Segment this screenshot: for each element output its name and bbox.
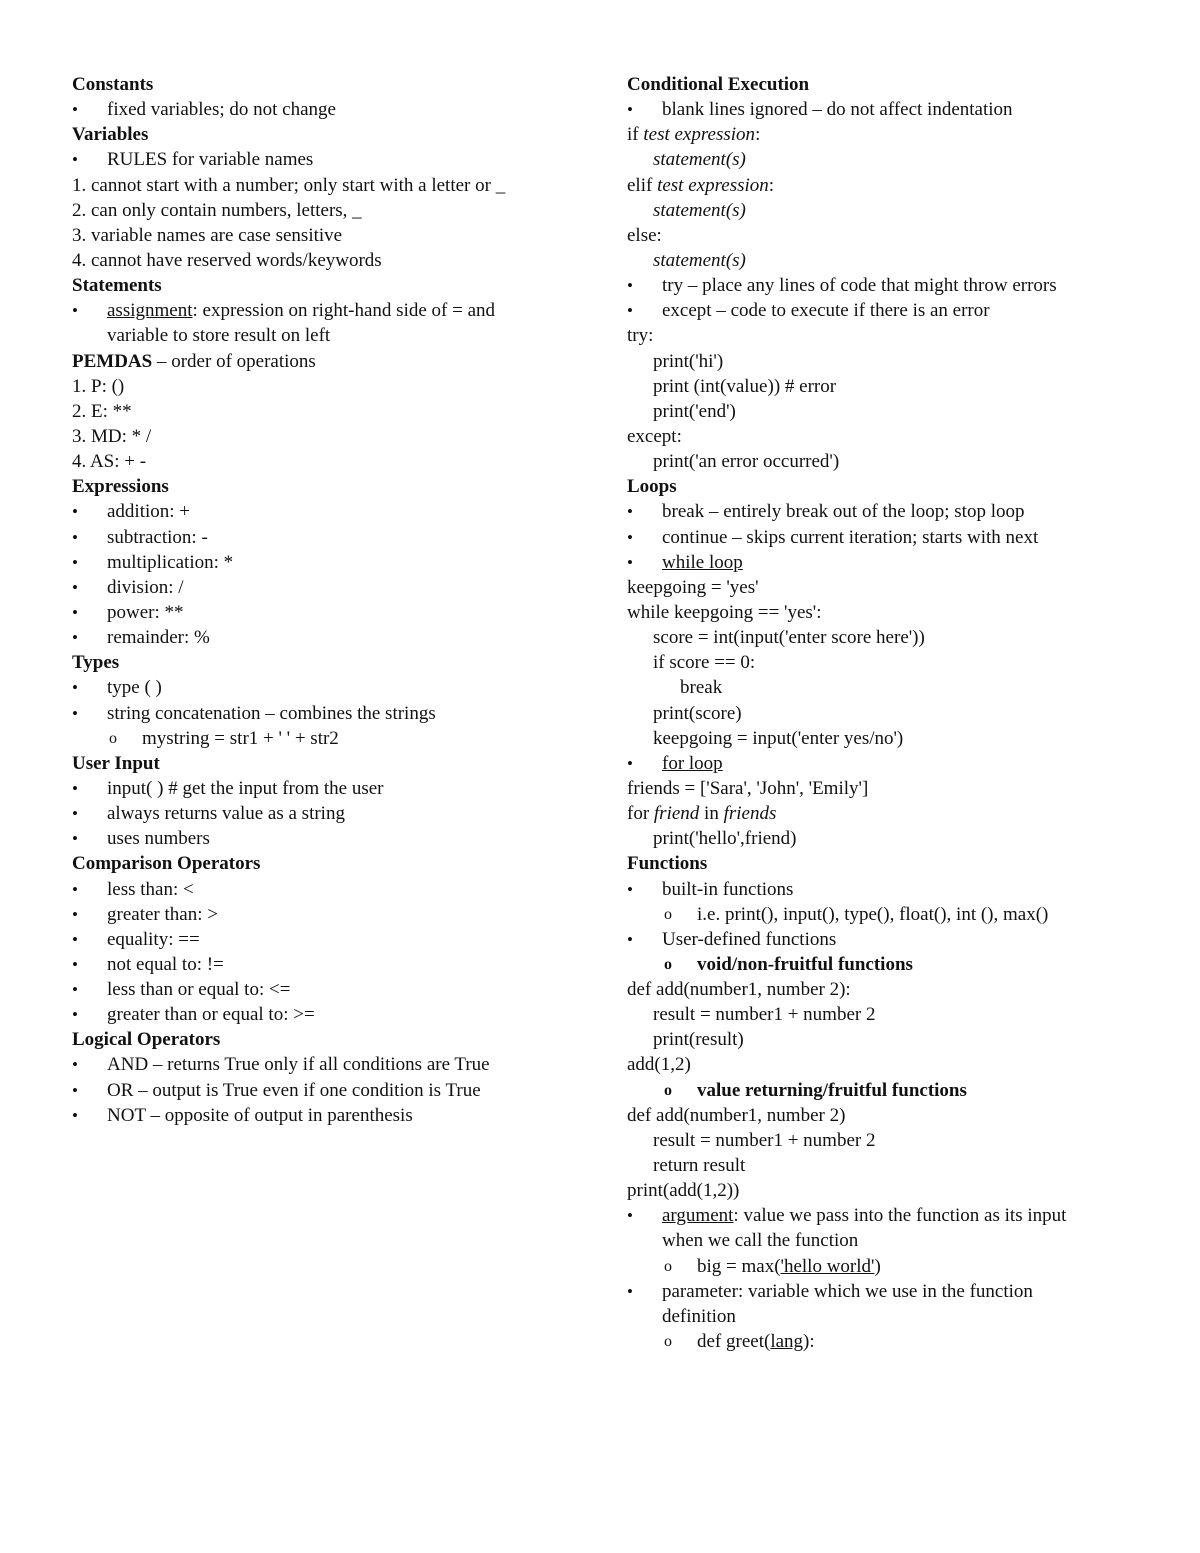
left-column: [72, 72, 562, 1128]
code-line: [627, 801, 1137, 826]
term-argument: argument: [662, 1205, 734, 1227]
code-line: if score == 0:: [653, 652, 756, 674]
heading-pemdas: PEMDAS: [72, 350, 153, 372]
bullet-item: • OR – output is True even if one condition is True: [72, 1078, 562, 1103]
bullet-item: • AND – returns True only if all conditions are True: [72, 1052, 562, 1077]
code-text: ): [874, 1255, 881, 1277]
heading-expressions: Expressions: [72, 476, 169, 498]
bullet-item: • parameter: variable which we use in the function: [627, 1279, 1137, 1304]
code-placeholder: test expression: [643, 124, 756, 146]
rule-item: 1. cannot start with a number; only start with a letter or _: [72, 174, 506, 196]
code-line: statement(s): [653, 199, 746, 221]
bullet-item: • type ( ): [72, 675, 562, 700]
code-line: break: [680, 677, 723, 699]
bullet-item: • string concatenation – combines the strings: [72, 701, 562, 726]
code-line: score = int(input('enter score here')): [653, 627, 925, 649]
code-placeholder: friends: [723, 803, 777, 825]
code-keyword: for: [627, 803, 654, 825]
sub-bullet-item: o value returning/fruitful functions: [627, 1078, 1137, 1103]
heading-comparison-operators: Comparison Operators: [72, 853, 261, 875]
bullet-item: • blank lines ignored – do not affect indentation: [627, 97, 1137, 122]
bullet-item: [627, 1203, 1137, 1228]
pemdas-item: 4. AS: + -: [72, 451, 147, 473]
bullet-item: • division: /: [72, 575, 562, 600]
code-keyword: if: [627, 124, 644, 146]
heading-statements: Statements: [72, 275, 162, 297]
sub-bullet-item: o i.e. print(), input(), type(), float(), int (), max(): [627, 902, 1137, 927]
bullet-item: [627, 550, 1137, 575]
heading-logical-operators: Logical Operators: [72, 1029, 221, 1051]
term-assignment: assignment: [107, 300, 193, 322]
bullet-item: • less than: <: [72, 877, 562, 902]
code-line: keepgoing = 'yes': [627, 576, 759, 598]
pemdas-description: – order of operations: [152, 350, 316, 372]
bullet-item: • built-in functions: [627, 877, 1137, 902]
code-line: print(score): [653, 702, 742, 724]
pemdas-item: 1. P: (): [72, 375, 125, 397]
heading-conditional-execution: Conditional Execution: [627, 74, 810, 95]
code-placeholder: test expression: [657, 174, 769, 196]
heading-user-input: User Input: [72, 752, 160, 774]
code-line: [627, 122, 1137, 147]
right-column: [627, 72, 1137, 1354]
bullet-item: • User-defined functions: [627, 927, 1137, 952]
code-line: print('end'): [653, 400, 736, 422]
bullet-item: • always returns value as a string: [72, 801, 562, 826]
heading-types: Types: [72, 652, 120, 674]
code-argument: 'hello world': [780, 1255, 875, 1277]
heading-variables: Variables: [72, 124, 149, 146]
continuation-line: variable to store result on left: [107, 325, 331, 347]
code-line: [627, 173, 1137, 198]
term-definition: : expression on right-hand side of = and: [192, 300, 496, 322]
code-keyword: elif: [627, 174, 658, 196]
code-line: friends = ['Sara', 'John', 'Emily']: [627, 777, 869, 799]
rule-item: 4. cannot have reserved words/keywords: [72, 249, 382, 271]
heading-functions: Functions: [627, 853, 708, 875]
bullet-item: [627, 751, 1137, 776]
pemdas-item: 2. E: **: [72, 400, 132, 422]
for-loop-title: for loop: [662, 752, 723, 774]
continuation-line: definition: [662, 1305, 736, 1327]
code-line: print(add(1,2)): [627, 1180, 740, 1202]
code-line: else:: [627, 224, 662, 246]
code-text: def greet(: [697, 1331, 771, 1353]
code-line: print('hello',friend): [653, 828, 797, 850]
code-line: print('an error occurred'): [653, 451, 840, 473]
bullet-item: • break – entirely break out of the loop; stop loop: [627, 499, 1137, 524]
code-line: statement(s): [653, 149, 746, 171]
bullet-item: • not equal to: !=: [72, 952, 562, 977]
sub-bullet-item: o void/non-fruitful functions: [627, 952, 1137, 977]
code-placeholder: friend: [653, 803, 700, 825]
bullet-item: [72, 298, 562, 323]
bullet-item: • multiplication: *: [72, 550, 562, 575]
rule-item: 3. variable names are case sensitive: [72, 224, 343, 246]
sub-bullet-item: o mystring = str1 + ' ' + str2: [72, 726, 562, 751]
bullet-item: • remainder: %: [72, 625, 562, 650]
heading-constants: Constants: [72, 74, 154, 95]
code-line: try:: [627, 325, 654, 347]
bullet-item: • try – place any lines of code that might throw errors: [627, 273, 1137, 298]
bullet-item: • less than or equal to: <=: [72, 977, 562, 1002]
bullet-item: • addition: +: [72, 499, 562, 524]
while-loop-title: while loop: [662, 551, 743, 573]
code-line: result = number1 + number 2: [653, 1129, 876, 1151]
pemdas-item: 3. MD: * /: [72, 425, 152, 447]
code-text: big = max(: [697, 1255, 781, 1277]
code-line: add(1,2): [627, 1054, 691, 1076]
bullet-item: • RULES for variable names: [72, 147, 562, 172]
bullet-item: • power: **: [72, 600, 562, 625]
code-line: result = number1 + number 2: [653, 1004, 876, 1026]
sub-bullet-item: [627, 1254, 1137, 1279]
sub-bullet-item: [627, 1329, 1137, 1354]
code-keyword: in: [699, 803, 724, 825]
bullet-item: • NOT – opposite of output in parenthesis: [72, 1103, 562, 1128]
heading-loops: Loops: [627, 476, 677, 498]
bullet-item: • input( ) # get the input from the user: [72, 776, 562, 801]
code-line: return result: [653, 1155, 746, 1177]
bullet-item: • subtraction: -: [72, 525, 562, 550]
bullet-item: • except – code to execute if there is an error: [627, 298, 1137, 323]
code-line: while keepgoing == 'yes':: [627, 601, 822, 623]
code-line: print (int(value)) # error: [653, 375, 837, 397]
code-line: print(result): [653, 1029, 744, 1051]
bullet-item: • equality: ==: [72, 927, 562, 952]
code-line: keepgoing = input('enter yes/no'): [653, 727, 904, 749]
bullet-item: • greater than: >: [72, 902, 562, 927]
code-line: statement(s): [653, 249, 746, 271]
code-punct: :: [755, 124, 761, 146]
code-line: def add(number1, number 2):: [627, 979, 851, 1001]
code-punct: :: [768, 174, 775, 196]
bullet-item: • uses numbers: [72, 826, 562, 851]
pemdas-heading-line: [72, 349, 562, 374]
code-line: def add(number1, number 2): [627, 1104, 846, 1126]
code-line: except:: [627, 425, 682, 447]
continuation-line: when we call the function: [662, 1230, 859, 1252]
code-text: ):: [803, 1331, 815, 1353]
rule-item: 2. can only contain numbers, letters, _: [72, 199, 362, 221]
code-parameter: lang: [770, 1331, 804, 1353]
bullet-item: • continue – skips current iteration; starts with next: [627, 525, 1137, 550]
bullet-item: • fixed variables; do not change: [72, 97, 562, 122]
term-definition: : value we pass into the function as its input: [733, 1205, 1067, 1227]
code-line: print('hi'): [653, 350, 724, 372]
bullet-item: • greater than or equal to: >=: [72, 1002, 562, 1027]
